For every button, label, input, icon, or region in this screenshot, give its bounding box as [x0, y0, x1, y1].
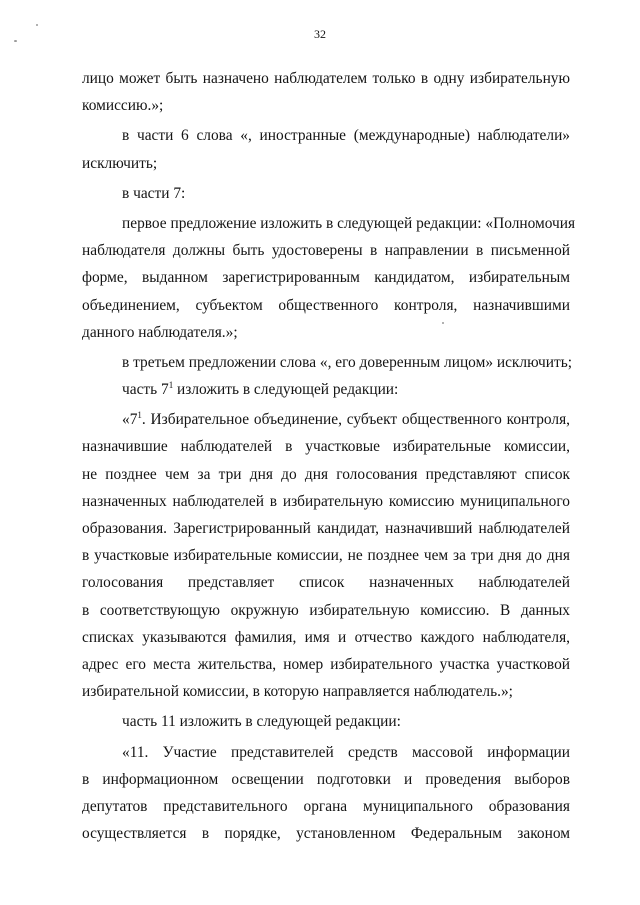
text-line: [82, 406, 570, 433]
text-fragment: . Избирательное объединение, субъект общественного контроля,: [141, 411, 570, 429]
document-body: [82, 65, 576, 847]
page-number: 32: [314, 27, 326, 41]
text-line: не позднее чем за три дня до дня голосования представляют список: [82, 465, 570, 483]
text-line: образования. Зарегистрированный кандидат, назначивший наблюдателей: [82, 520, 570, 537]
text-line: голосования представляет список назначенных наблюдателей: [82, 574, 570, 592]
text-line: «11. Участие представителей средств массовой информации: [122, 743, 570, 761]
text-line: в третьем предложении слова «, его доверенным лицом» исключить;: [122, 353, 572, 371]
text-line: назначившие наблюдателей в участковые избирательные комиссии,: [82, 438, 570, 456]
text-line: списках указываются фамилия, имя и отчество каждого наблюдателя,: [82, 628, 570, 646]
superscript: 1: [137, 410, 142, 421]
text-line: наблюдателя должны быть удостоверены в направлении в письменной: [82, 242, 570, 260]
text-line: форме, выданном зарегистрированным кандидатом, избирательным: [82, 269, 570, 287]
text-line: в участковые избирательные комиссии, не позднее чем за три дня до дня: [82, 547, 570, 565]
text-fragment: часть 7: [122, 381, 169, 399]
text-line: назначенных наблюдателей в избирательную комиссию муниципального: [82, 492, 570, 510]
text-line: объединением, субъектом общественного контроля, назначившими: [82, 296, 570, 314]
scan-speck: [36, 24, 38, 26]
text-line: в информационном освещении подготовки и проведения выборов: [82, 770, 570, 788]
text-line: осуществляется в порядке, установленном Федеральным законом: [82, 825, 570, 843]
text-fragment: «7: [122, 411, 138, 429]
superscript: 1: [168, 380, 174, 391]
text-fragment: изложить в следующей редакции:: [173, 381, 399, 399]
scan-speck: [14, 40, 17, 42]
text-line: в части 6 слова «, иностранные (международные) наблюдатели»: [122, 127, 570, 145]
text-line: комиссию.»;: [82, 97, 164, 115]
text-line: первое предложение изложить в следующей редакции: «Полномочия: [122, 214, 576, 232]
text-line: в соответствующую окружную избирательную комиссию. В данных: [82, 601, 570, 619]
text-line: в части 7:: [122, 184, 186, 202]
text-line: часть 11 изложить в следующей редакции:: [122, 713, 401, 731]
text-line: лицо может быть назначено наблюдателем только в одну избирательную: [82, 70, 570, 87]
text-line: [82, 376, 570, 403]
text-line: избирательной комиссии, в которую направляется наблюдатель.»;: [82, 683, 513, 701]
text-line: депутатов представительного органа муниципального образования: [82, 797, 570, 815]
scan-speck: [442, 322, 444, 324]
text-line: исключить;: [82, 154, 158, 172]
text-line: данного наблюдателя.»;: [82, 323, 238, 341]
text-line: адрес его места жительства, номер избирательного участка участковой: [82, 655, 570, 673]
